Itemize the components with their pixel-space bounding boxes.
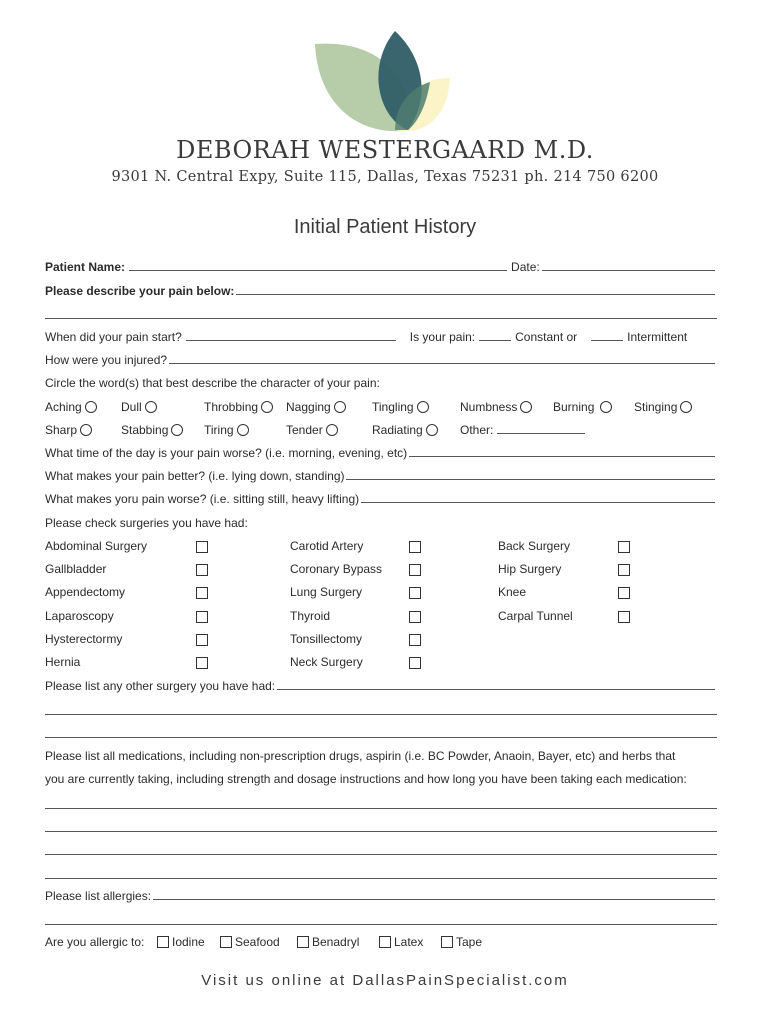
radio-circle-icon[interactable] (85, 401, 97, 413)
pain-better-label: What makes your pain better? (i.e. lying down, standing) (45, 469, 345, 483)
pain-describe-field[interactable] (236, 282, 715, 295)
radio-circle-icon[interactable] (426, 424, 438, 436)
checkbox-icon[interactable] (379, 936, 391, 948)
pain-word-tingling[interactable]: Tingling (372, 398, 429, 416)
medications-label-2: you are currently taking, including strength and dosage instructions and how long you have been taking each medication: (45, 772, 687, 786)
pain-word-tender[interactable]: Tender (286, 421, 338, 439)
allergies-label: Please list allergies: (45, 889, 152, 903)
checkbox-icon[interactable] (297, 936, 309, 948)
allergy-tape[interactable]: Tape (441, 933, 482, 951)
allergy-seafood[interactable]: Seafood (220, 933, 280, 951)
check-surgeries-label: Please check surgeries you have had: (45, 516, 248, 530)
pain-describe-line[interactable] (45, 318, 717, 319)
date-field[interactable] (542, 258, 715, 271)
medications-label-1: Please list all medications, including non-prescription drugs, aspirin (i.e. BC Powder, Anaoin, Bayer, etc) and herbs that (45, 749, 676, 763)
surgery-label: Gallbladder (45, 562, 107, 576)
leaf-logo-icon (300, 26, 460, 136)
injured-label: How were you injured? (45, 353, 168, 367)
surgery-label: Tonsillectomy (290, 632, 363, 646)
checkbox-lung-surgery[interactable] (409, 587, 421, 599)
pain-word-nagging[interactable]: Nagging (286, 398, 346, 416)
radio-circle-icon[interactable] (80, 424, 92, 436)
checkbox-neck-surgery[interactable] (409, 657, 421, 669)
pain-describe-label: Please describe your pain below: (45, 284, 235, 298)
other-surgery-label: Please list any other surgery you have had: (45, 679, 276, 693)
radio-circle-icon[interactable] (600, 401, 612, 413)
radio-circle-icon[interactable] (417, 401, 429, 413)
checkbox-laparoscopy[interactable] (196, 611, 208, 623)
other-pain-field[interactable] (497, 421, 585, 434)
surgery-label: Hernia (45, 655, 81, 669)
allergy-iodine[interactable]: Iodine (157, 933, 205, 951)
checkbox-coronary-bypass[interactable] (409, 564, 421, 576)
other-surgery-line[interactable] (45, 737, 717, 738)
pain-start-label: When did your pain start? (45, 330, 182, 344)
surgery-label: Carpal Tunnel (498, 609, 573, 623)
pain-word-throbbing[interactable]: Throbbing (204, 398, 273, 416)
pain-word-aching[interactable]: Aching (45, 398, 97, 416)
surgery-label: Coronary Bypass (290, 562, 383, 576)
checkbox-abdominal-surgery[interactable] (196, 541, 208, 553)
circle-words-label: Circle the word(s) that best describe the character of your pain: (45, 376, 380, 390)
surgery-label: Thyroid (290, 609, 331, 623)
footer-website: Visit us online at DallasPainSpecialist.com (201, 972, 569, 989)
checkbox-tonsillectomy[interactable] (409, 634, 421, 646)
checkbox-gallbladder[interactable] (196, 564, 208, 576)
medications-line[interactable] (45, 808, 717, 809)
allergy-latex[interactable]: Latex (379, 933, 423, 951)
pain-word-stabbing[interactable]: Stabbing (121, 421, 183, 439)
intermittent-field[interactable] (591, 328, 623, 341)
checkbox-hip-surgery[interactable] (618, 564, 630, 576)
intermittent-label: Intermittent (627, 330, 688, 344)
pain-word-stinging[interactable]: Stinging (634, 398, 692, 416)
patient-name-label: Patient Name: (45, 260, 126, 274)
radio-circle-icon[interactable] (520, 401, 532, 413)
medications-line[interactable] (45, 854, 717, 855)
radio-circle-icon[interactable] (326, 424, 338, 436)
checkbox-icon[interactable] (220, 936, 232, 948)
form-title: Initial Patient History (293, 216, 477, 238)
surgery-label: Appendectomy (45, 585, 126, 599)
constant-label: Constant or (515, 330, 578, 344)
checkbox-icon[interactable] (157, 936, 169, 948)
patient-name-field[interactable] (129, 258, 507, 271)
checkbox-icon[interactable] (441, 936, 453, 948)
surgery-label: Neck Surgery (290, 655, 363, 669)
pain-word-dull[interactable]: Dull (121, 398, 157, 416)
constant-field[interactable] (479, 328, 511, 341)
pain-word-other: Other: (460, 421, 589, 439)
pain-time-label: What time of the day is your pain worse? (i.e. morning, evening, etc) (45, 446, 408, 460)
surgery-label: Lung Surgery (290, 585, 363, 599)
pain-better-field[interactable] (346, 467, 715, 480)
checkbox-hysterectomy[interactable] (196, 634, 208, 646)
checkbox-appendectomy[interactable] (196, 587, 208, 599)
doctor-name: DEBORAH WESTERGAARD M.D. (176, 136, 594, 164)
radio-circle-icon[interactable] (680, 401, 692, 413)
surgery-label: Knee (498, 585, 527, 599)
checkbox-thyroid[interactable] (409, 611, 421, 623)
checkbox-knee[interactable] (618, 587, 630, 599)
radio-circle-icon[interactable] (171, 424, 183, 436)
medications-line[interactable] (45, 831, 717, 832)
date-label: Date: (511, 260, 540, 274)
injured-field[interactable] (169, 351, 715, 364)
pain-word-burning[interactable]: Burning (553, 398, 612, 416)
radio-circle-icon[interactable] (261, 401, 273, 413)
radio-circle-icon[interactable] (145, 401, 157, 413)
radio-circle-icon[interactable] (334, 401, 346, 413)
surgery-label: Laparoscopy (45, 609, 114, 623)
pain-start-field[interactable] (186, 328, 396, 341)
is-your-pain-label: Is your pain: (409, 330, 476, 344)
radio-circle-icon[interactable] (237, 424, 249, 436)
clinic-address: 9301 N. Central Expy, Suite 115, Dallas, Texas 75231 ph. 214 750 6200 (111, 169, 659, 185)
pain-word-tiring[interactable]: Tiring (204, 421, 249, 439)
allergies-line[interactable] (45, 924, 717, 925)
checkbox-hernia[interactable] (196, 657, 208, 669)
pain-worse-field[interactable] (361, 490, 715, 503)
other-surgery-field[interactable] (277, 677, 715, 690)
allergies-field[interactable] (153, 887, 715, 900)
pain-word-numbness[interactable]: Numbness (460, 398, 532, 416)
other-surgery-line[interactable] (45, 714, 717, 715)
checkbox-back-surgery[interactable] (618, 541, 630, 553)
surgery-label: Hysterectormy (45, 632, 123, 646)
allergic-to-label: Are you allergic to: (45, 935, 145, 949)
pain-time-field[interactable] (409, 444, 715, 457)
pain-word-sharp[interactable]: Sharp (45, 421, 92, 439)
pain-word-radiating[interactable]: Radiating (372, 421, 438, 439)
pain-worse-label: What makes yoru pain worse? (i.e. sitting still, heavy lifting) (45, 492, 360, 506)
checkbox-carpal-tunnel[interactable] (618, 611, 630, 623)
surgery-label: Carotid Artery (290, 539, 364, 553)
surgery-label: Hip Surgery (498, 562, 562, 576)
checkbox-carotid-artery[interactable] (409, 541, 421, 553)
medications-line[interactable] (45, 878, 717, 879)
surgery-label: Abdominal Surgery (45, 539, 148, 553)
surgery-label: Back Surgery (498, 539, 571, 553)
allergy-benadryl[interactable]: Benadryl (297, 933, 359, 951)
